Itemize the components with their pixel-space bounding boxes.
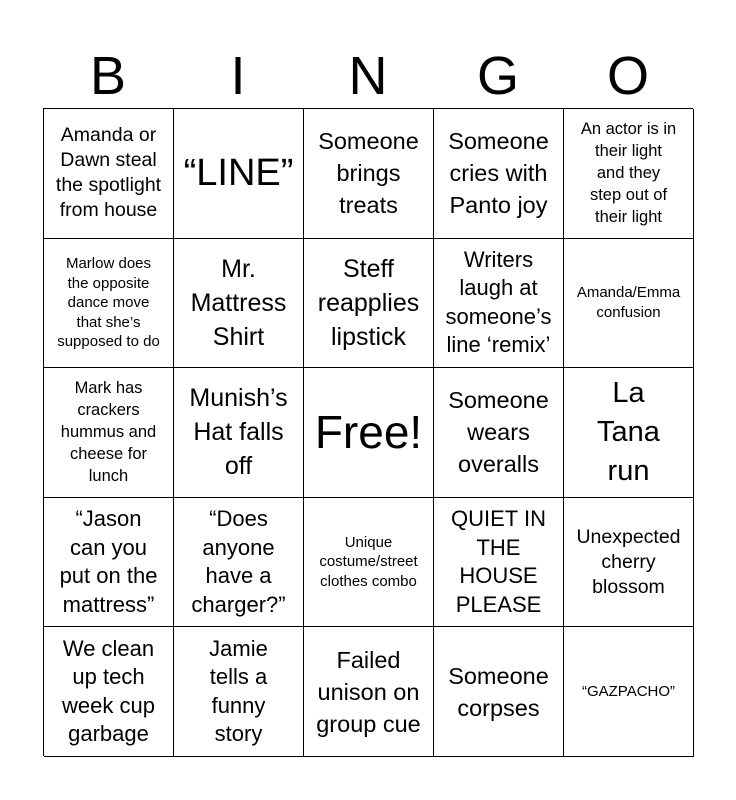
bingo-cell[interactable] [174,368,304,498]
cell-text: Writers laugh at someone’s line ‘remix’ [445,246,552,358]
bingo-cell[interactable] [44,109,174,239]
cell-text: Marlow does the opposite dance move that she’s supposed to do [57,255,160,351]
bingo-cell[interactable] [564,627,694,757]
cell-text: Amanda/Emma confusion [576,284,681,321]
bingo-cell[interactable] [174,498,304,628]
cell-text: Unexpected cherry blossom [576,525,681,598]
bingo-cell[interactable] [174,239,304,369]
cell-text: Failed unison on group cue [316,646,421,737]
bingo-cell[interactable] [434,239,564,369]
cell-text: Someone brings treats [318,128,419,219]
bingo-cell[interactable] [44,498,174,628]
bingo-cell[interactable] [434,109,564,239]
bingo-cell[interactable] [44,627,174,757]
bingo-cell[interactable] [564,368,694,498]
bingo-header [43,44,693,108]
cell-text: Someone wears overalls [448,387,549,478]
bingo-cell[interactable] [434,498,564,628]
cell-text: “Does anyone have a charger?” [191,506,286,617]
cell-text: We clean up tech week cup garbage [62,635,155,747]
free-space-text: Free! [314,406,423,459]
cell-text: “Jason can you put on the mattress” [59,506,158,617]
cell-text: Unique costume/street clothes combo [319,533,418,590]
cell-text: Mr. Mattress Shirt [190,254,287,351]
cell-text: Mark has crackers hummus and cheese for lunch [60,379,157,486]
header-letter-n: N [348,46,388,106]
cell-text: An actor is in their light and they step out of their light [580,120,677,227]
header-letter-i: I [230,46,246,106]
cell-text: Amanda or Dawn steal the spotlight from house [55,124,162,222]
bingo-cell[interactable] [44,239,174,369]
bingo-cell[interactable] [564,109,694,239]
bingo-cell[interactable] [434,368,564,498]
bingo-cell[interactable] [434,627,564,757]
header-letter-b: B [89,46,127,106]
cell-text: “LINE” [183,152,294,195]
bingo-cell[interactable] [304,109,434,239]
bingo-cell[interactable] [174,627,304,757]
bingo-cell[interactable] [304,498,434,628]
cell-text: Steff reapplies lipstick [317,254,420,351]
bingo-cell[interactable] [304,627,434,757]
cell-text: Jamie tells a funny story [209,635,268,747]
bingo-cell[interactable] [174,109,304,239]
bingo-cell[interactable] [564,239,694,369]
cell-text: Someone cries with Panto joy [448,128,549,219]
bingo-cell[interactable] [44,368,174,498]
bingo-cell[interactable] [304,239,434,369]
bingo-cell[interactable] [564,498,694,628]
free-space-cell[interactable] [304,368,434,498]
cell-text: Someone corpses [448,662,549,721]
header-letter-g: G [476,46,519,106]
cell-text: La Tana run [597,376,660,487]
bingo-grid [43,108,693,756]
cell-text: Munish’s Hat falls off [189,384,288,481]
cell-text: “GAZPACHO” [581,682,676,700]
header-letter-o: O [606,46,649,106]
cell-text: QUIET IN THE HOUSE PLEASE [451,506,546,617]
